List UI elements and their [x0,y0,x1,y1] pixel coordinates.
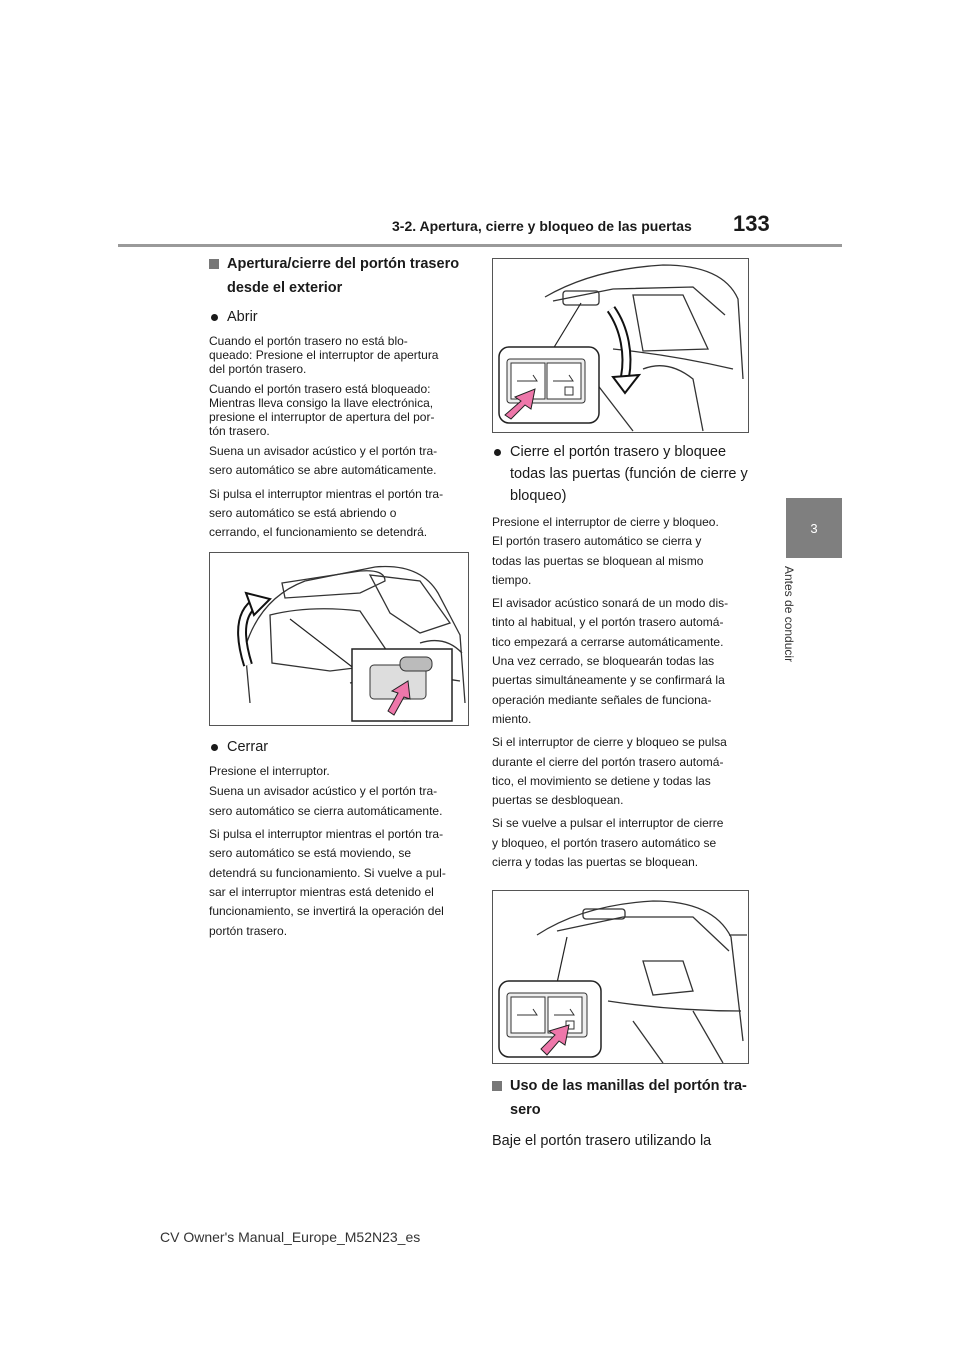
bullet-dot-icon [494,449,501,456]
left-column [209,252,473,941]
bullet-open [209,306,473,328]
paragraph: Suena un avisador acústico y el portón tra- sero automático se abre automáticamente. [209,444,438,478]
paragraph-large: Baje el portón trasero utilizando la [492,1133,712,1150]
paragraph: Cuando el portón trasero no está blo- queado: Presione el interruptor de apertura del portón trasero. [209,334,439,376]
bullet-label: Abrir [227,309,258,325]
bullet-dot-icon [211,744,218,751]
illustration-open-tailgate [209,552,469,726]
right-column [492,258,754,1152]
paragraph: Cuando el portón trasero está bloqueado: Mientras lleva consigo la llave electrónica, presione el interruptor de apertura del por- tón trasero. [209,382,435,438]
chapter-label: Antes de conducir [782,566,796,663]
header-divider [118,244,842,247]
paragraph: Si se vuelve a pulsar el interruptor de cierre y bloqueo, el portón trasero automático se cierra y todas las puertas se bloquean. [492,816,724,870]
chapter-tab [786,498,842,558]
heading-line: Apertura/cierre del portón trasero [227,256,460,272]
paragraph: Si el interruptor de cierre y bloqueo se pulsa durante el cierre del portón trasero automá- tico, el movimiento se detiene y todas las puertas se desbloquean. [492,735,727,808]
bullet-close [209,736,473,758]
bullet-close-and-lock: Cierre el portón trasero y bloquee todas las puertas (función de cierre y bloqueo) [492,441,754,507]
heading-line: Uso de las manillas del portón tra- [510,1078,747,1095]
close-lock-switch-drawing [493,891,748,1063]
paragraph: Si pulsa el interruptor mientras el portón tra- sero automático se está moviendo, se detendrá su funcionamiento. Si vuelve a pul- sar el interruptor mientras está detenido el funcionamiento, se invertirá la operación del portón trasero. [209,827,446,938]
paragraph: Suena un avisador acústico y el portón tra- sero automático se cierra automáticamente. [209,784,443,818]
chapter-label-container [782,566,802,696]
illustration-close-and-lock-switch [492,890,749,1064]
heading-line: desde el exterior [227,280,343,296]
footer-manual-id: CV Owner's Manual_Europe_M52N23_es [160,1229,421,1245]
heading-square-icon [492,1081,502,1091]
paragraph: El avisador acústico sonará de un modo dis- tinto al habitual, y el portón trasero automá- tico empezará a cerrarse automáticamente. Una vez cerrado, se bloquearán todas las puertas simultáneamente y se confirmará la operación mediante señales de funciona- miento. [492,596,729,726]
paragraph: Si pulsa el interruptor mientras el portón tra- sero automático se está abriendo o cerrando, el funcionamiento se detendrá. [209,486,444,540]
section-heading-exterior [209,252,473,300]
paragraph: Presione el interruptor de cierre y bloqueo. El portón trasero automático se cierra y todas las puertas se bloquean al mismo tiempo. [492,515,719,587]
heading-square-icon [209,259,219,269]
heading-line: sero [510,1102,541,1119]
page-number: 133 [733,211,770,236]
bullet-label: Cerrar [227,739,269,756]
tailgate-switch-drawing [493,259,748,432]
paragraph: Presione el interruptor. [209,764,330,779]
section-heading-handles [492,1074,754,1122]
tailgate-open-drawing [210,553,468,725]
section-title: 3-2. Apertura, cierre y bloqueo de las puertas [392,218,692,234]
bullet-dot-icon [211,314,218,321]
illustration-tailgate-switches [492,258,749,433]
chapter-number: 3 [810,520,818,536]
